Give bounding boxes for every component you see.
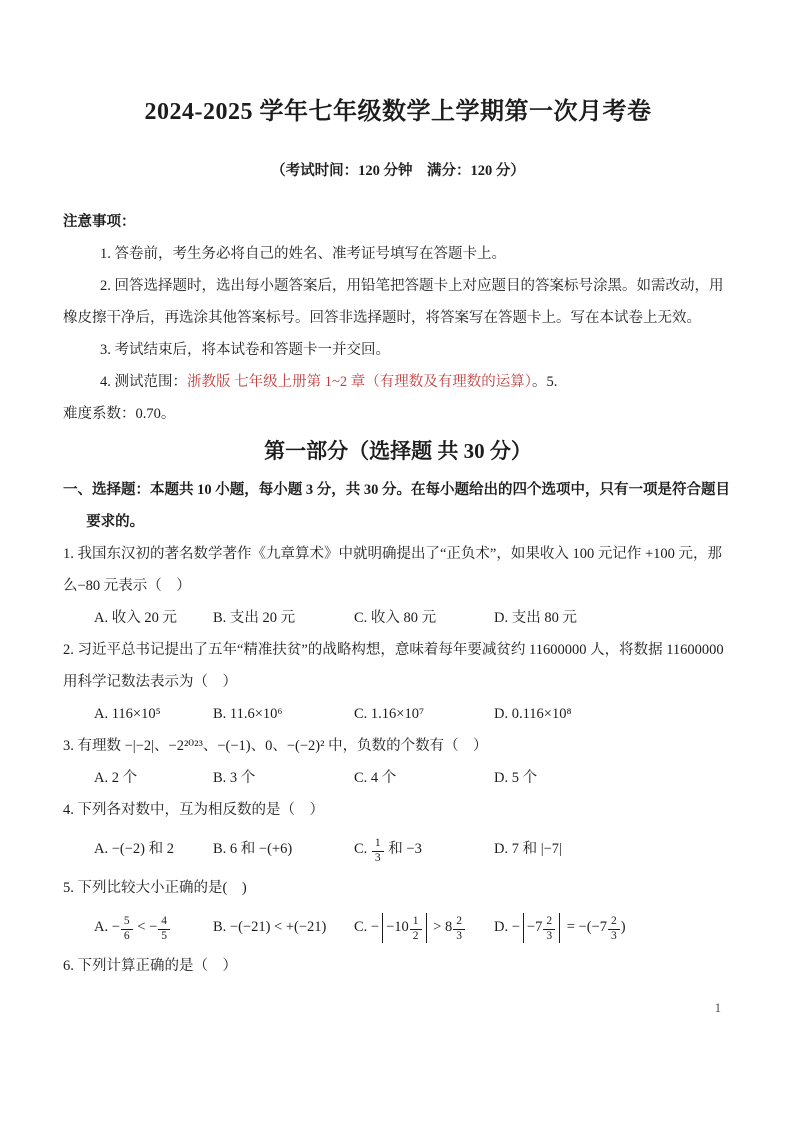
question-5-text: 5. 下列比较大小正确的是( ) — [63, 880, 247, 897]
option-text: − — [111, 919, 120, 936]
question-2-option-d: D. 0.116×10⁸ — [494, 706, 572, 723]
absolute-value-bar — [523, 913, 524, 943]
absolute-value-bar — [382, 913, 383, 943]
option-text: −7 — [526, 919, 543, 936]
exam-time-score: （考试时间：120 分钟 满分：120 分） — [271, 163, 525, 180]
option-label: C. — [354, 841, 371, 858]
option-text: −10 — [386, 919, 409, 936]
notice-item-1: 1. 答卷前，考生务必将自己的姓名、准考证号填写在答题卡上。 — [100, 246, 506, 263]
question-3-option-a: A. 2 个 — [94, 770, 138, 787]
question-4-text: 4. 下列各对数中，互为相反数的是（ ） — [63, 802, 324, 819]
fraction — [158, 915, 170, 944]
question-3-text: 3. 有理数 −|−2|、−2²⁰²³、−(−1)、0、−(−2)² 中，负数的个数有（ ） — [63, 738, 488, 755]
question-5-option-b: B. −(−21) < +(−21) — [213, 919, 327, 936]
question-4-option-a: A. −(−2) 和 2 — [94, 841, 174, 858]
fraction — [608, 915, 620, 944]
fraction-numerator: 5 — [121, 915, 133, 930]
question-3-option-b: B. 3 个 — [213, 770, 256, 787]
notice-section — [63, 206, 733, 430]
option-text: ) — [620, 919, 626, 936]
fraction-numerator: 1 — [410, 915, 422, 930]
section-1-heading: 第一部分（选择题 共 30 分） — [264, 439, 532, 464]
question-3-option-d: D. 5 个 — [494, 770, 538, 787]
question-1 — [63, 538, 733, 634]
question-5-options — [63, 904, 733, 950]
fraction — [410, 915, 422, 944]
section-1-instructions: 一、选择题：本题共 10 小题，每小题 3 分，共 30 分。在每小题给出的四个选项中，只有一项是符合题目要求的。 — [63, 482, 730, 531]
question-3 — [63, 730, 733, 794]
page-number: 1 — [714, 1001, 721, 1015]
fraction-numerator: 1 — [372, 837, 384, 852]
option-text: < − — [133, 919, 158, 936]
fraction-denominator: 3 — [610, 929, 617, 942]
fraction-denominator: 5 — [161, 929, 168, 942]
option-text: 和 −3 — [384, 841, 422, 858]
question-3-options — [63, 762, 733, 794]
fraction-numerator: 2 — [453, 915, 465, 930]
question-5-option-d — [494, 904, 733, 950]
question-2-option-a: A. 116×10⁵ — [94, 706, 161, 723]
question-6-text: 6. 下列计算正确的是（ ） — [63, 958, 237, 975]
question-2-options — [63, 698, 733, 730]
question-4 — [63, 794, 733, 872]
fraction-numerator: 4 — [158, 915, 170, 930]
notice-item-4-suffix: 。5. — [531, 374, 558, 391]
question-5 — [63, 872, 733, 950]
option-label: A. — [94, 919, 112, 936]
question-4-option-d: D. 7 和 |−7| — [494, 841, 562, 858]
question-1-option-a: A. 收入 20 元 — [94, 610, 177, 627]
question-1-option-c: C. 收入 80 元 — [354, 610, 437, 627]
option-text: − — [370, 919, 380, 936]
question-1-options — [63, 602, 733, 634]
question-3-option-c: C. 4 个 — [354, 770, 397, 787]
option-label: C. — [354, 919, 371, 936]
question-2-text: 2. 习近平总书记提出了五年“精准扶贫”的战略构想，意味着每年要减贫约 11600000 人，将数据 11600000 用科学记数法表示为（ ） — [63, 642, 724, 691]
question-1-text: 1. 我国东汉初的著名数学著作《九章算术》中就明确提出了“正负术”，如果收入 100 元记作 +100 元，那么−80 元表示（ ） — [63, 546, 723, 595]
option-text: = −(−7 — [563, 919, 607, 936]
question-6 — [63, 950, 733, 982]
fraction — [121, 915, 133, 944]
question-2 — [63, 634, 733, 730]
fraction — [453, 915, 465, 944]
question-1-option-d: D. 支出 80 元 — [494, 610, 577, 627]
option-text: > 8 — [429, 919, 453, 936]
question-2-option-b: B. 11.6×10⁶ — [213, 706, 283, 723]
notice-item-2: 2. 回答选择题时，选出每小题答案后，用铅笔把答题卡上对应题目的答案标号涂黑。如需改动，用橡皮擦干净后，再选涂其他答案标号。回答非选择题时，将答案写在答题卡上。写在本试卷上无效。 — [63, 278, 724, 327]
question-5-option-a — [94, 904, 213, 950]
fraction-denominator: 3 — [456, 929, 462, 942]
notice-heading: 注意事项： — [63, 214, 136, 231]
question-4-option-b: B. 6 和 −(+6) — [213, 841, 293, 858]
page-title: 2024-2025 学年七年级数学上学期第一次月考卷 — [144, 99, 652, 125]
fraction-numerator: 2 — [608, 915, 620, 930]
question-2-option-c: C. 1.16×10⁷ — [354, 706, 425, 723]
absolute-value-bar — [426, 913, 427, 943]
absolute-value-bar — [559, 913, 560, 943]
notice-item-4-prefix: 4. 测试范围： — [100, 374, 187, 391]
fraction-denominator: 2 — [412, 929, 419, 942]
option-text: − — [511, 919, 520, 936]
question-4-option-c — [354, 826, 494, 872]
option-label: D. — [494, 919, 512, 936]
notice-item-3: 3. 考试结束后，将本试卷和答题卡一并交回。 — [100, 342, 390, 359]
fraction — [543, 915, 555, 944]
fraction-denominator: 6 — [123, 929, 130, 942]
question-1-option-b: B. 支出 20 元 — [213, 610, 296, 627]
difficulty-coefficient: 难度系数：0.70。 — [63, 406, 176, 423]
fraction-denominator: 3 — [374, 851, 381, 864]
fraction-denominator: 3 — [546, 929, 553, 942]
question-4-options — [63, 826, 733, 872]
fraction-numerator: 2 — [543, 915, 555, 930]
notice-item-4 — [63, 366, 733, 398]
test-scope-highlight: 浙教版 七年级上册第 1~2 章（有理数及有理数的运算） — [187, 374, 532, 391]
fraction — [372, 837, 384, 866]
question-5-option-c — [354, 904, 494, 950]
